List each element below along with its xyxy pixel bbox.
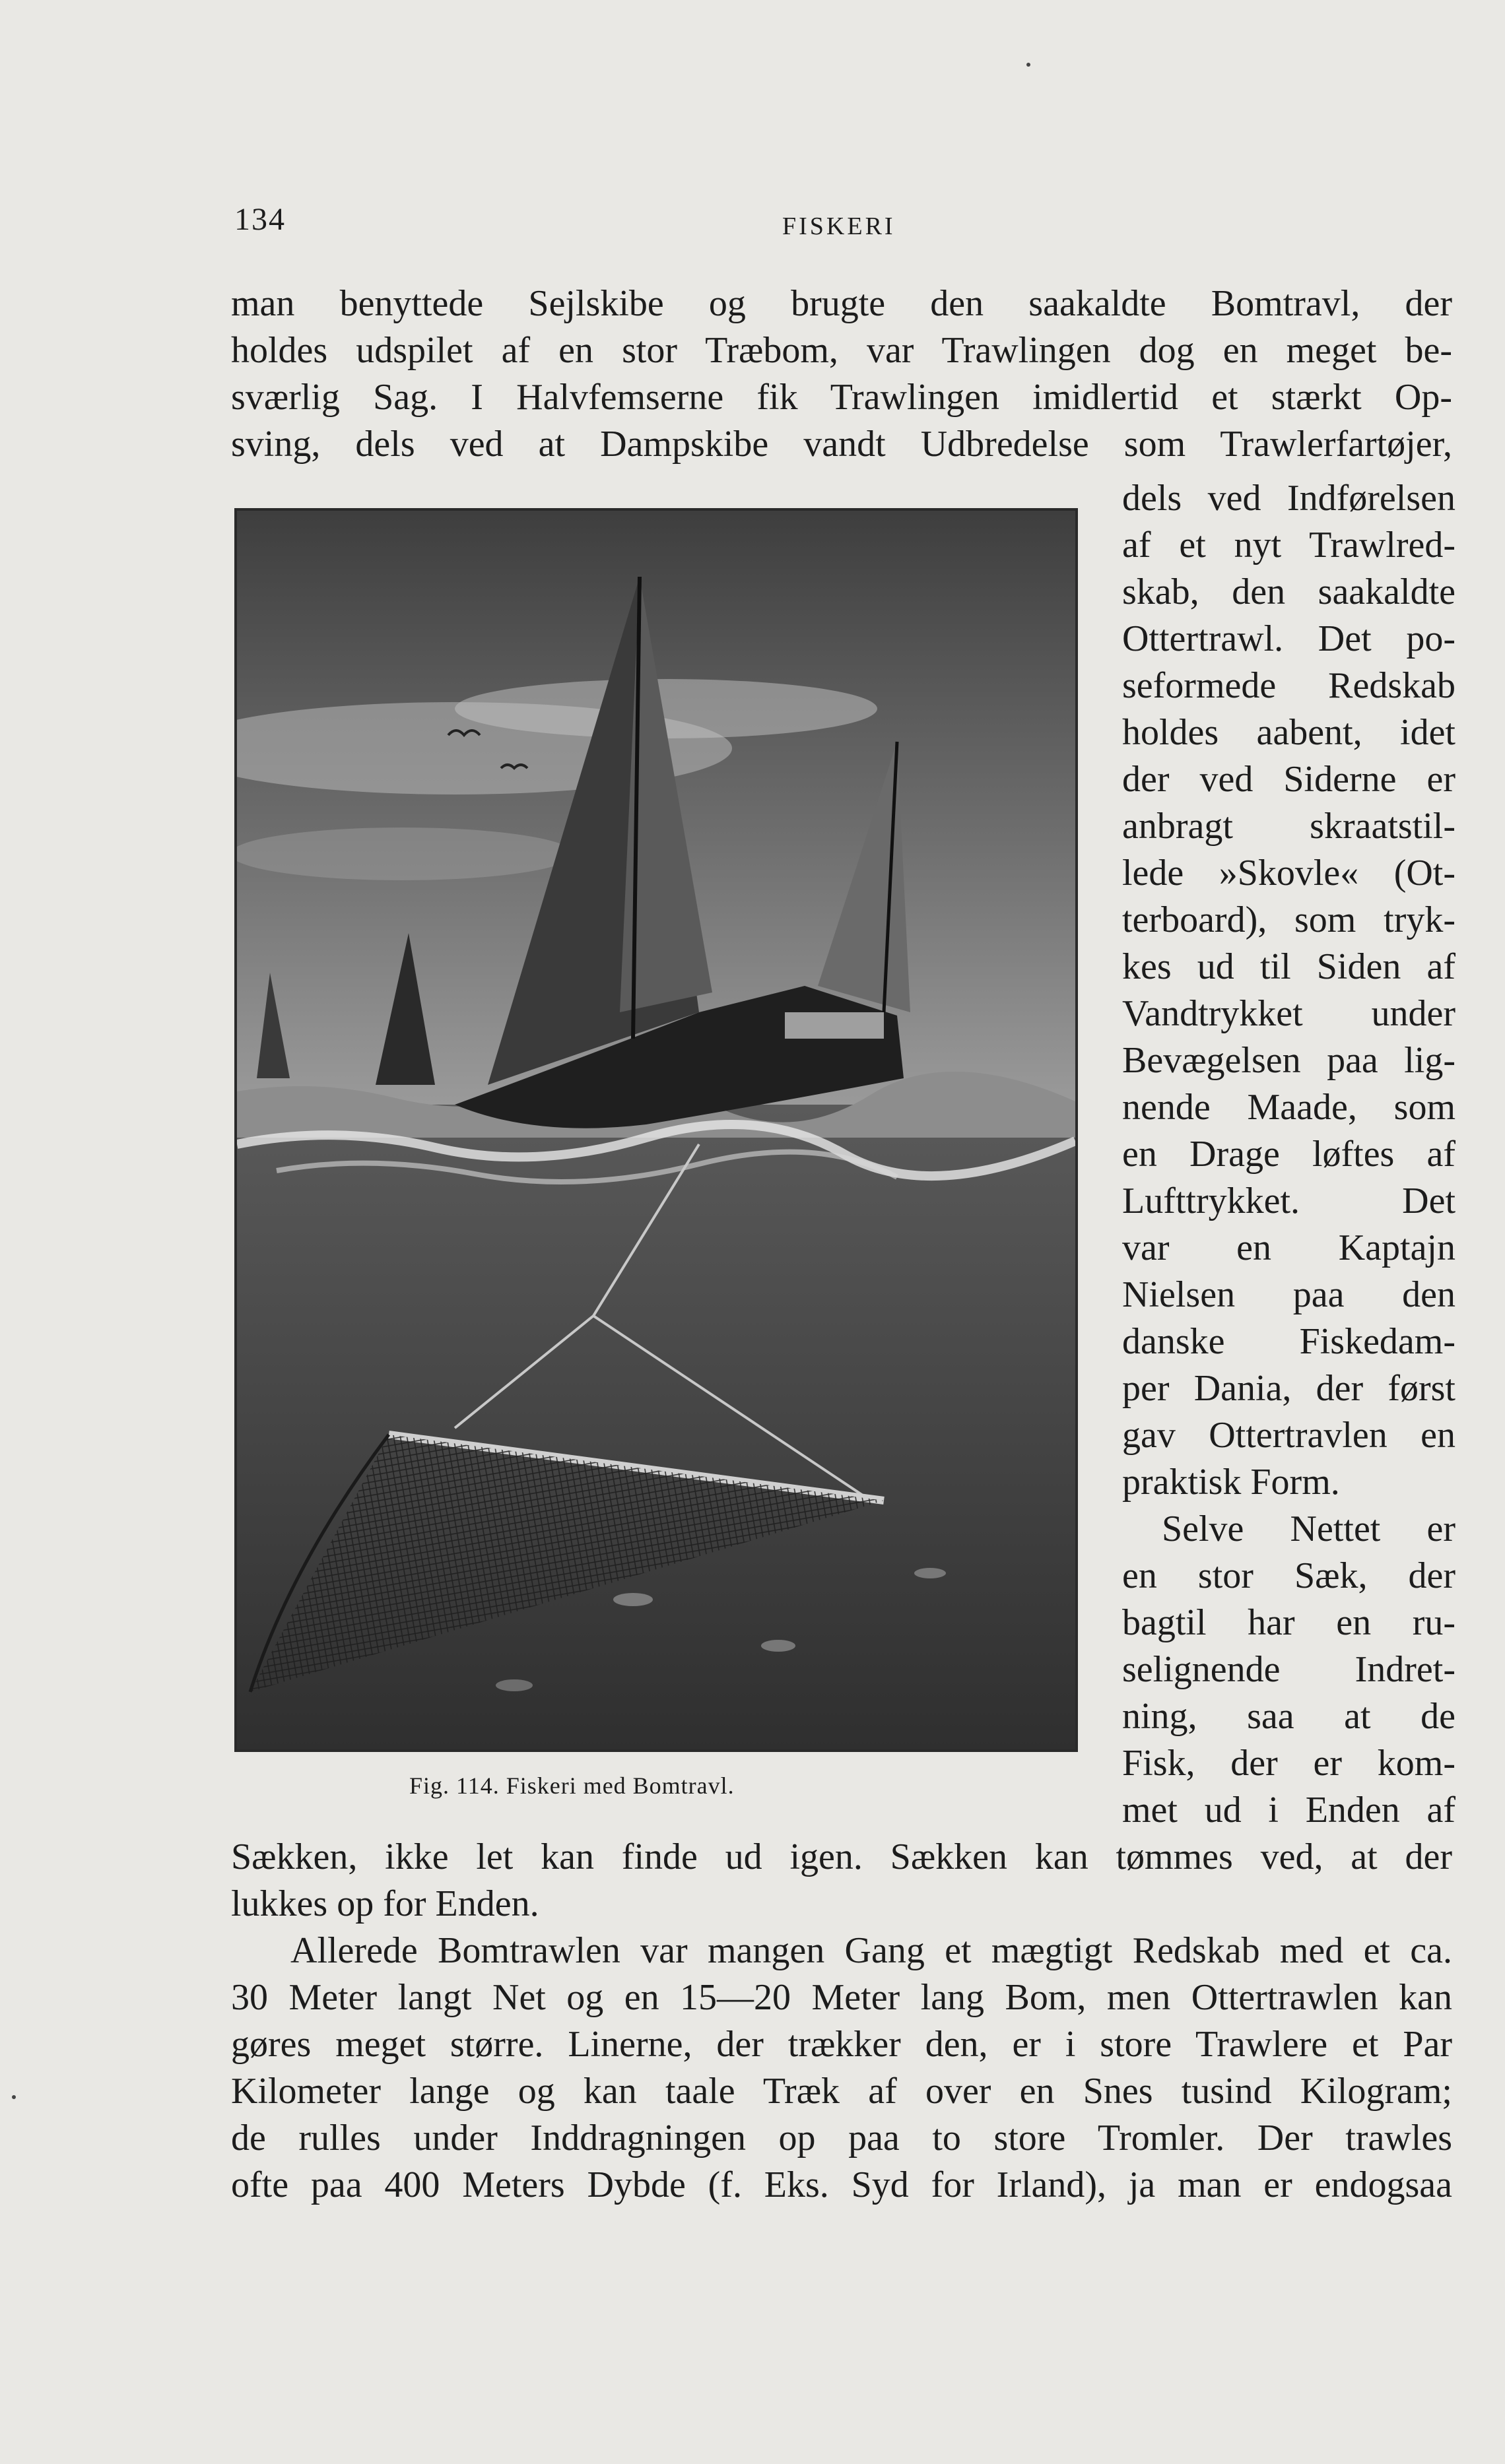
text-line: en Drage løftes af — [1122, 1134, 1455, 1175]
text-line: Fisk, der er kom- — [1122, 1743, 1455, 1784]
text-line: ning, saa at de — [1122, 1696, 1455, 1737]
text-line: af et nyt Trawlred- — [1122, 525, 1455, 566]
figure-caption: Fig. 114. Fiskeri med Bomtravl. — [409, 1772, 735, 1799]
text-line: Ottertrawl. Det po- — [1122, 618, 1455, 659]
text-line: praktisk Form. — [1122, 1462, 1340, 1503]
text-line: nende Maade, som — [1122, 1087, 1455, 1128]
page-header — [234, 201, 1455, 247]
text-line: seformede Redskab — [1122, 665, 1455, 706]
text-line: Selve Nettet er — [1162, 1508, 1455, 1549]
text-line: terboard), som tryk- — [1122, 899, 1455, 940]
text-line: sværlig Sag. I Halvfemserne fik Trawlingen imidlertid et stærkt Op- — [231, 377, 1452, 418]
text-line: lukkes op for Enden. — [231, 1883, 539, 1924]
text-line: Vandtrykket under — [1122, 993, 1455, 1034]
text-line: Sækken, ikke let kan finde ud igen. Sækken kan tømmes ved, at der — [231, 1836, 1452, 1877]
text-line: Nielsen paa den — [1122, 1274, 1455, 1315]
text-line: sving, dels ved at Dampskibe vandt Udbredelse som Trawlerfartøjer, — [231, 424, 1452, 465]
text-line: kes ud til Siden af — [1122, 946, 1455, 987]
text-line: skab, den saakaldte — [1122, 571, 1455, 612]
text-line: gav Ottertravlen en — [1122, 1415, 1455, 1456]
text-line: holdes udspilet af en stor Træbom, var Trawlingen dog en meget be- — [231, 330, 1452, 371]
text-line: anbragt skraatstil- — [1122, 806, 1455, 847]
text-line: per Dania, der først — [1122, 1368, 1455, 1409]
text-line: met ud i Enden af — [1122, 1790, 1455, 1831]
text-line: de rulles under Inddragningen op paa to store Tromler. Der trawles — [231, 2118, 1452, 2158]
running-head: FISKERI — [782, 212, 896, 240]
page-number: 134 — [234, 202, 286, 237]
text-line: var en Kaptajn — [1122, 1227, 1455, 1268]
text-line: man benyttede Sejlskibe og brugte den saakaldte Bomtravl, der — [231, 283, 1452, 324]
text-line: holdes aabent, idet — [1122, 712, 1455, 753]
text-line: en stor Sæk, der — [1122, 1555, 1455, 1596]
figure-illustration — [234, 508, 1078, 1752]
text-line: bagtil har en ru- — [1122, 1602, 1455, 1643]
text-line: Kilometer lange og kan taale Træk af over en Snes tusind Kilogram; — [231, 2071, 1452, 2112]
text-line: der ved Siderne er — [1122, 759, 1455, 800]
text-line: ofte paa 400 Meters Dybde (f. Eks. Syd for Irland), ja man er endogsaa — [231, 2164, 1452, 2205]
paper-speck — [12, 2095, 16, 2099]
text-line: selignende Indret- — [1122, 1649, 1455, 1690]
text-line: gøres meget større. Linerne, der trækker den, er i store Trawlere et Par — [231, 2024, 1452, 2065]
trawling-illustration — [237, 511, 1075, 1749]
text-line: danske Fiskedam- — [1122, 1321, 1455, 1362]
text-line: lede »Skovle« (Ot- — [1122, 853, 1455, 893]
paper-speck — [1026, 63, 1030, 67]
text-line: 30 Meter langt Net og en 15—20 Meter lang Bom, men Ottertrawlen kan — [231, 1977, 1452, 2018]
text-line: dels ved Indførelsen — [1122, 478, 1455, 519]
text-line: Lufttrykket. Det — [1122, 1181, 1455, 1221]
text-line: Allerede Bomtrawlen var mangen Gang et mægtigt Redskab med et ca. — [290, 1930, 1452, 1971]
text-line: Bevægelsen paa lig- — [1122, 1040, 1455, 1081]
